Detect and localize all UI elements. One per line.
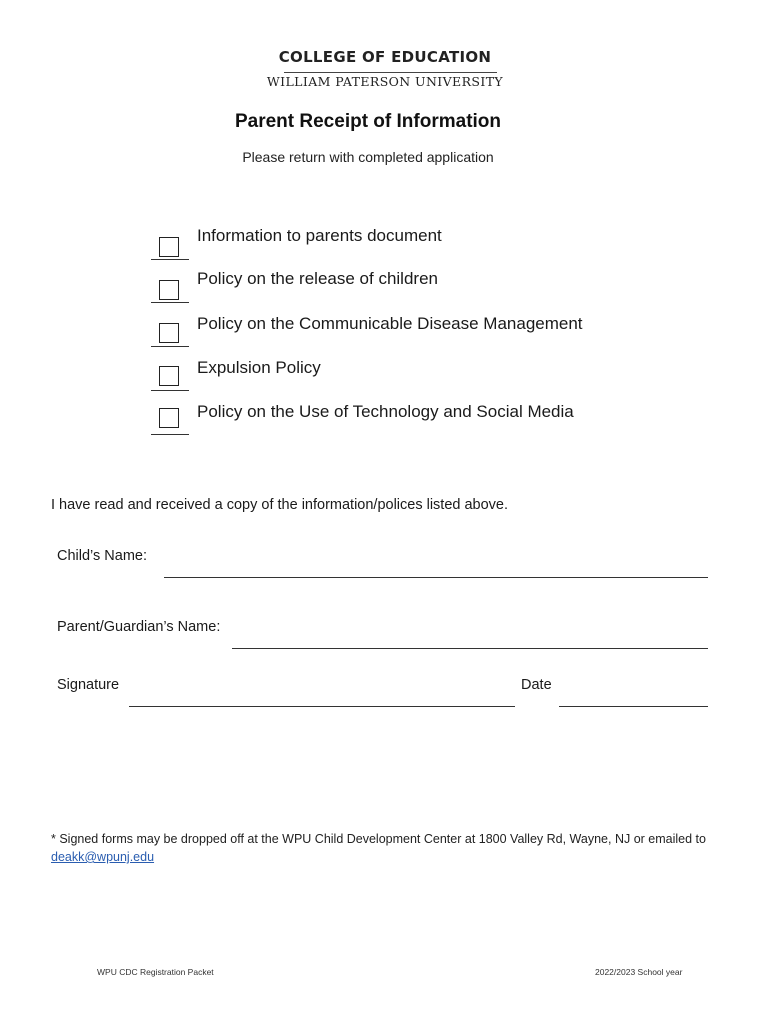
signature-field[interactable] [129, 706, 515, 707]
checkbox-communicable-disease[interactable] [159, 323, 179, 343]
checkbox-underline [151, 302, 189, 303]
checkbox-underline [151, 259, 189, 260]
checkbox-underline [151, 346, 189, 347]
submission-note [51, 830, 731, 866]
checkbox-release-of-children[interactable] [159, 280, 179, 300]
checkbox-technology-social-media[interactable] [159, 408, 179, 428]
acknowledgement-statement: I have read and received a copy of the information/polices listed above. [51, 497, 509, 513]
checklist-item-label: Expulsion Policy [197, 358, 321, 377]
page-title: Parent Receipt of Information [234, 111, 502, 132]
checklist-item-label: Information to parents document [197, 226, 442, 245]
guardian-name-label: Parent/Guardian’s Name: [57, 619, 221, 635]
checklist-item-label: Policy on the Communicable Disease Management [197, 314, 583, 333]
child-name-field[interactable] [164, 577, 708, 578]
logo-divider [284, 72, 497, 73]
college-name: COLLEGE OF EDUCATION [278, 48, 492, 66]
checklist-item-label: Policy on the release of children [197, 269, 438, 288]
signature-label: Signature [57, 677, 120, 693]
checkbox-info-to-parents[interactable] [159, 237, 179, 257]
checkbox-underline [151, 434, 189, 435]
university-name: WILLIAM PATERSON UNIVERSITY [266, 74, 504, 89]
footer-left: WPU CDC Registration Packet [97, 967, 214, 977]
checkbox-underline [151, 390, 189, 391]
child-name-label: Child’s Name: [57, 548, 147, 564]
guardian-name-field[interactable] [232, 648, 708, 649]
page-subtitle: Please return with completed application [242, 149, 494, 165]
email-link[interactable]: deakk@wpunj.edu [51, 850, 155, 864]
date-field[interactable] [559, 706, 708, 707]
checklist-item-label: Policy on the Use of Technology and Social Media [197, 402, 574, 421]
checkbox-expulsion-policy[interactable] [159, 366, 179, 386]
footer-right: 2022/2023 School year [595, 967, 683, 977]
submission-note-text: * Signed forms may be dropped off at the WPU Child Development Center at 1800 Valley Rd, Wayne, NJ or emailed to [51, 832, 706, 846]
date-label: Date [521, 677, 552, 693]
